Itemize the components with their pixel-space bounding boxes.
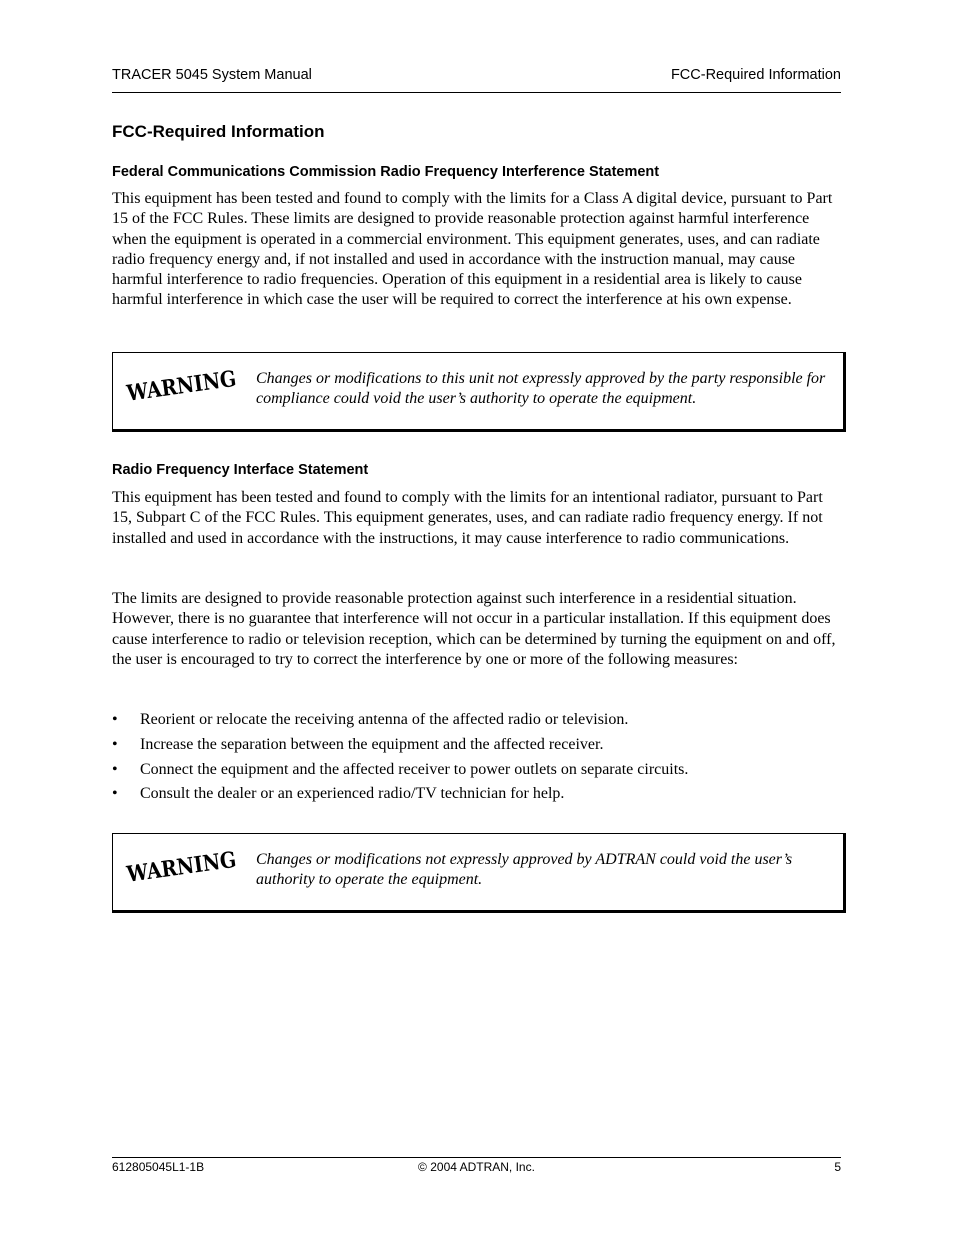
bullet-glyph: •	[112, 711, 118, 728]
header-rule	[112, 92, 841, 93]
fcc-statement-body: This equipment has been tested and found to comply with the limits for a Class A digital device, pursuant to Part 15 of the FCC Rules. These limits are designed to provide reasonable protection against harmful interference when the equipment is operated in a commercial environment. This equipment generates, uses, and can radiate radio frequency energy and, if not installed and used in accordance with the instruction manual, may cause harmful interference to radio frequencies. Operation of this equipment in a residential area is likely to cause harmful interference in which case the user will be required to correct the interference at his own expense.	[112, 190, 833, 309]
bullet-glyph: •	[112, 785, 118, 803]
rf-statement-para-1: This equipment has been tested and found to comply with the limits for an intentional radiator, pursuant to Part 15, Subpart C of the FCC Rules. This equipment generates, uses, and can radiate radio frequency energy. If not installed and used in accordance with the instructions, it may cause interference to radio communications.	[112, 489, 823, 547]
warning-box-1	[112, 352, 846, 432]
rf-statement-para-2: The limits are designed to provide reasonable protection against such interference in a residential situation. However, there is no guarantee that interference will not occur in a particular installation. If this equipment does cause interference to radio or television reception, which can be determined by turning the equipment on and off, the user is encouraged to try to correct the interference by one or more of the following measures:	[112, 590, 836, 668]
rf-statement-heading: Radio Frequency Interface Statement	[112, 462, 369, 478]
header-section-title: FCC-Required Information	[670, 67, 841, 83]
list-item-text: Reorient or relocate the receiving antenna of the affected radio or television.	[140, 711, 629, 728]
list-item	[112, 710, 842, 735]
warning-label: WARNING	[125, 365, 238, 407]
warning-box-2	[112, 833, 846, 913]
section-title: FCC-Required Information	[112, 122, 325, 141]
bullet-glyph: •	[112, 760, 118, 778]
list-item	[112, 735, 842, 760]
fcc-statement-heading: Federal Communications Commission Radio Frequency Interference Statement	[112, 164, 660, 180]
bullet-glyph: •	[112, 735, 118, 753]
warning-text: Changes or modifications not expressly approved by ADTRAN could void the user’s authority to operate the equipment.	[256, 851, 793, 889]
header-manual-title: TRACER 5045 System Manual	[112, 67, 312, 83]
list-item	[112, 760, 842, 785]
measures-list	[112, 710, 842, 809]
footer-rule	[112, 1157, 841, 1158]
list-item	[112, 784, 842, 809]
list-item-text: Increase the separation between the equipment and the affected receiver.	[140, 735, 604, 753]
warning-label: WARNING	[125, 846, 238, 888]
footer-part-number: 612805045L1-1B	[112, 1160, 205, 1174]
footer-copyright: © 2004 ADTRAN, Inc.	[418, 1160, 535, 1174]
list-item-text: Connect the equipment and the affected receiver to power outlets on separate circuits.	[140, 760, 689, 778]
list-item-text: Consult the dealer or an experienced radio/TV technician for help.	[140, 785, 565, 803]
footer-page-number: 5	[834, 1160, 841, 1174]
warning-text: Changes or modifications to this unit not expressly approved by the party responsible for compliance could void the user’s authority to operate the equipment.	[256, 370, 826, 408]
